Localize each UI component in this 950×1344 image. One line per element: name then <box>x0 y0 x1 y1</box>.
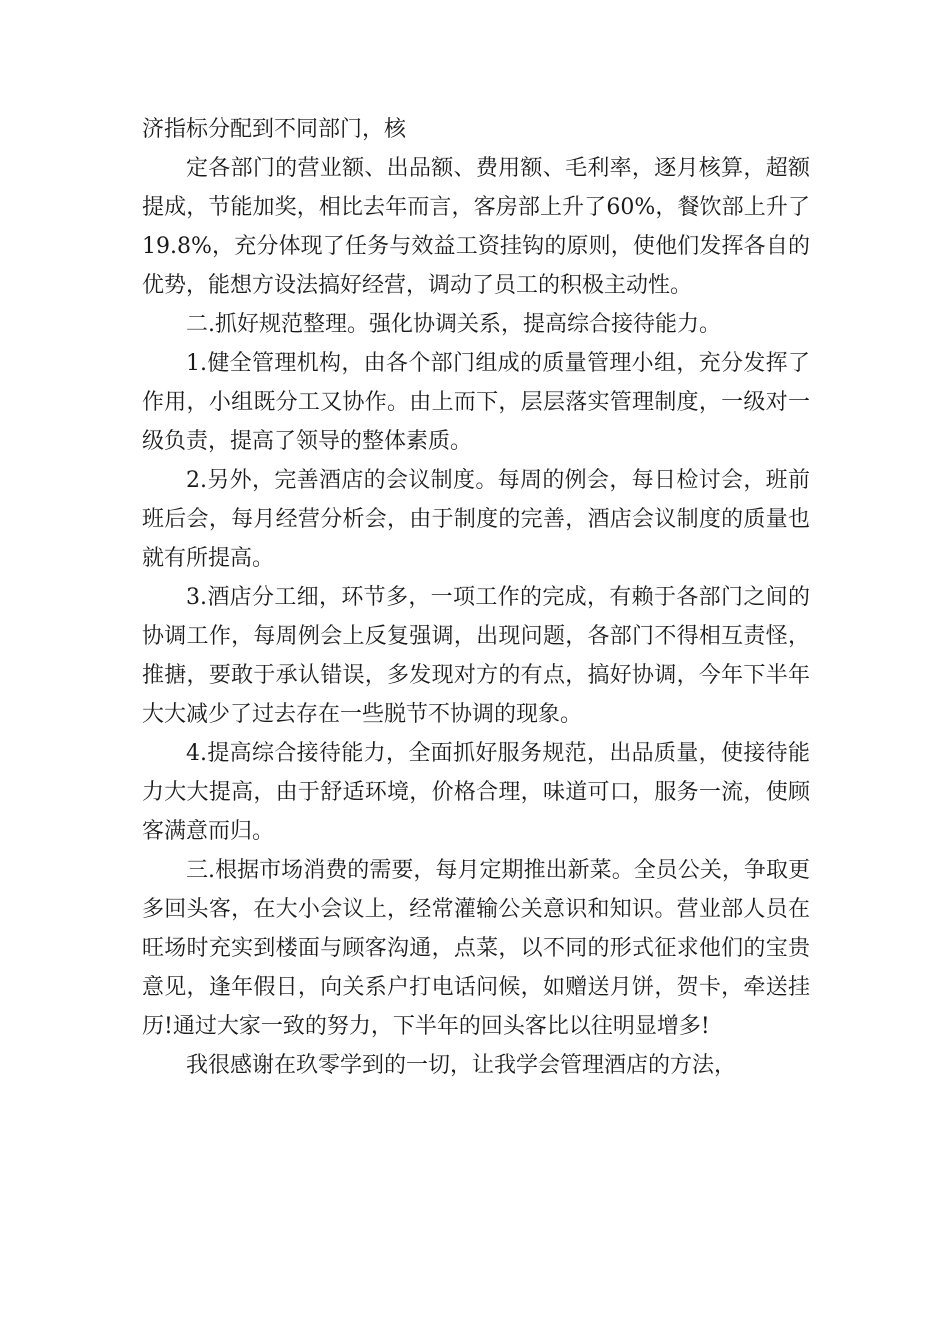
paragraph-item-3: 3.酒店分工细，环节多，一项工作的完成，有赖于各部门之间的协调工作，每周例会上反复强调，出现问题，各部门不得相互责怪，推搪，要敢于承认错误，多发现对方的有点，搞好协调，今年下半年大大减少了过去存在一些脱节不协调的现象。 <box>142 585 810 727</box>
paragraph-item-1: 1.健全管理机构，由各个部门组成的质量管理小组，充分发挥了作用，小组既分工又协作。由上而下，层层落实管理制度，一级对一级负责，提高了领导的整体素质。 <box>142 351 810 454</box>
paragraph-targets: 定各部门的营业额、出品额、费用额、毛利率，逐月核算，超额提成，节能加奖，相比去年而言，客房部上升了60%，餐饮部上升了19.8%，充分体现了任务与效益工资挂钩的原则，使他们发挥各自的优势，能想方设法搞好经营，调动了员工的积极主动性。 <box>142 156 810 298</box>
section-heading-three: 三.根据市场消费的需要，每月定期推出新菜。全员公关，争取更多回头客，在大小会议上，经常灌输公关意识和知识。营业部人员在旺场时充实到楼面与顾客沟通，点菜，以不同的形式征求他们的宝贵意见，逢年假日，向关系户打电话问候，如赠送月饼，贺卡，牵送挂历!通过大家一致的努力，下半年的回头客比以往明显增多! <box>142 858 810 1039</box>
paragraph-continuation: 济指标分配到不同部门，核 <box>142 117 407 142</box>
section-heading-two: 二.抓好规范整理。强化协调关系，提高综合接待能力。 <box>186 312 721 337</box>
document-body <box>142 110 810 1085</box>
paragraph-closing: 我很感谢在玖零学到的一切，让我学会管理酒店的方法， <box>186 1053 737 1078</box>
paragraph-item-4: 4.提高综合接待能力，全面抓好服务规范，出品质量，使接待能力大大提高，由于舒适环境，价格合理，味道可口，服务一流，使顾客满意而归。 <box>142 741 810 844</box>
paragraph-item-2: 2.另外，完善酒店的会议制度。每周的例会，每日检讨会，班前班后会，每月经营分析会，由于制度的完善，酒店会议制度的质量也就有所提高。 <box>142 468 810 571</box>
